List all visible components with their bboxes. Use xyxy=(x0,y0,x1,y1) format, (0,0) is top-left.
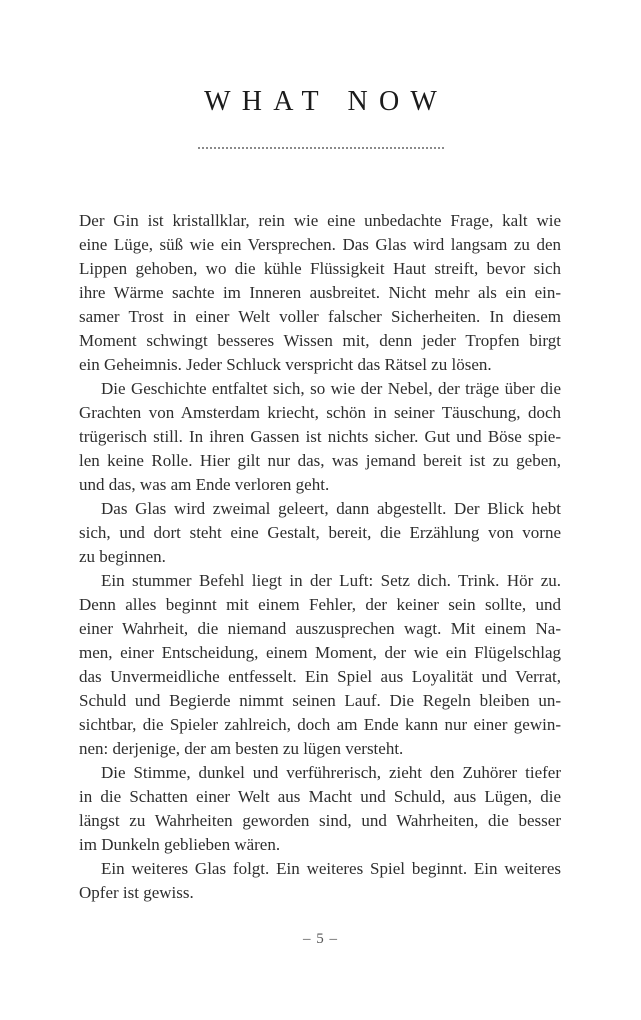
text-line: in die Schatten einer Welt aus Macht und Schuld, aus Lügen, die xyxy=(79,787,561,806)
text-line: Schuld und Begierde nimmt seinen Lauf. Die Regeln bleiben un- xyxy=(79,691,561,710)
text-line: nen: derjenige, der am besten zu lügen versteht. xyxy=(79,739,404,758)
text-line: einer Wahrheit, die niemand auszusprechen wagt. Mit einem Na- xyxy=(79,619,561,638)
text-line: Denn alles beginnt mit einem Fehler, der keiner sein sollte, und xyxy=(79,595,561,614)
chapter-title: WHAT NOW xyxy=(204,86,449,117)
text-line: längst zu Wahrheiten geworden sind, und Wahrheiten, die besser xyxy=(79,811,561,830)
text-line: ihre Wärme sachte im Inneren ausbreitet. Nicht mehr als ein ein- xyxy=(79,283,561,302)
text-line: trügerisch still. In ihren Gassen ist nichts sicher. Gut und Böse spie- xyxy=(79,427,561,446)
dotted-rule-divider xyxy=(198,147,444,149)
text-line: Moment schwingt besseres Wissen mit, denn jeder Tropfen birgt xyxy=(79,331,561,350)
text-line: sichtbar, die Spieler zahlreich, doch am Ende kann nur einer gewin- xyxy=(79,715,561,734)
text-line: zu beginnen. xyxy=(79,547,166,566)
text-line: samer Trost in einer Welt voller falscher Sicherheiten. In diesem xyxy=(79,307,561,326)
text-line: im Dunkeln geblieben wären. xyxy=(79,835,281,854)
page-number: – 5 – xyxy=(303,931,338,947)
text-line: Das Glas wird zweimal geleert, dann abgestellt. Der Blick hebt xyxy=(101,499,561,518)
text-line: das Unvermeidliche entfesselt. Ein Spiel aus Loyalität und Verrat, xyxy=(79,667,561,686)
text-line: Ein stummer Befehl liegt in der Luft: Setz dich. Trink. Hör zu. xyxy=(101,571,561,590)
text-line: und das, was am Ende verloren geht. xyxy=(79,475,330,494)
text-line: Die Stimme, dunkel und verführerisch, zieht den Zuhörer tiefer xyxy=(101,763,561,782)
text-line: Ein weiteres Glas folgt. Ein weiteres Spiel beginnt. Ein weiteres xyxy=(101,859,561,878)
text-line: eine Lüge, süß wie ein Versprechen. Das Glas wird langsam zu den xyxy=(79,235,561,254)
text-line: Opfer ist gewiss. xyxy=(79,883,194,902)
text-block xyxy=(79,209,561,905)
text-line: Der Gin ist kristallklar, rein wie eine unbedachte Frage, kalt wie xyxy=(79,211,561,230)
text-line: Die Geschichte entfaltet sich, so wie der Nebel, der träge über die xyxy=(101,379,561,398)
text-line: sich, und dort steht eine Gestalt, bereit, die Erzählung von vorne xyxy=(79,523,561,542)
text-line: Lippen gehoben, wo die kühle Flüssigkeit Haut streift, bevor sich xyxy=(79,259,561,278)
text-line: ein Geheimnis. Jeder Schluck verspricht das Rätsel zu lösen. xyxy=(79,355,492,374)
text-line: Grachten von Amsterdam kriecht, schön in seiner Täuschung, doch xyxy=(79,403,561,422)
text-line: men, einer Entscheidung, einem Moment, der wie ein Flügelschlag xyxy=(79,643,561,662)
text-line: len keine Rolle. Hier gilt nur das, was jemand bereit ist zu geben, xyxy=(79,451,561,470)
